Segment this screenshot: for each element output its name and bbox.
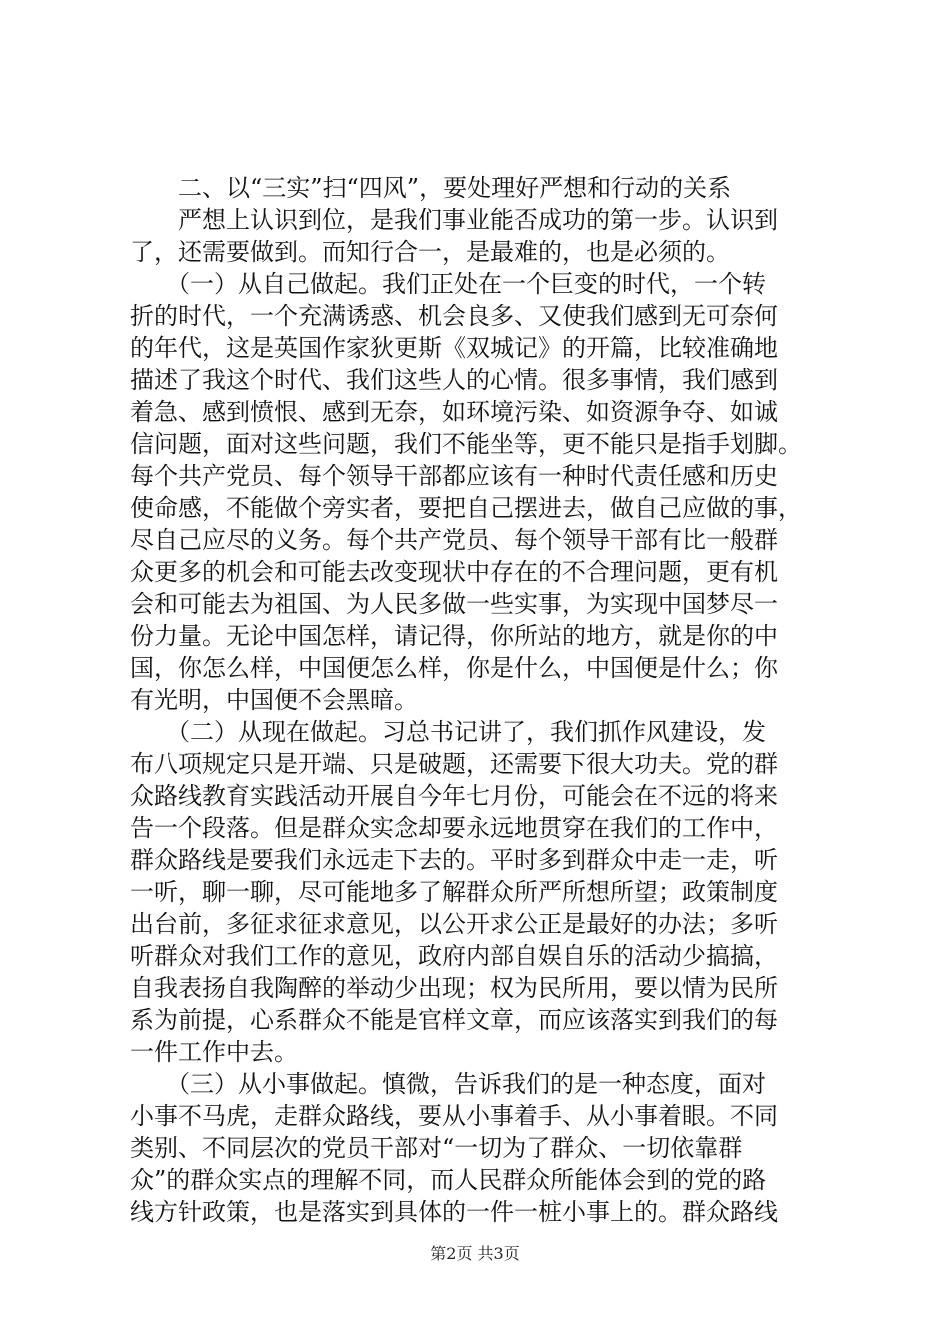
text-line-15: 份力量。无论中国怎样，请记得，你所站的地方，就是你的中 xyxy=(130,622,778,650)
text-line-28: 一件工作中去。 xyxy=(130,1038,298,1066)
text-line-32: 众”的群众实点的理解不同，而人民群众所能体会到的党的路 xyxy=(130,1166,767,1194)
text-line-26: 自我表扬自我陶醉的举动少出现；权为民所用，要以情为民所 xyxy=(130,974,778,1002)
text-line-13: 众更多的机会和可能去改变现状中存在的不合理问题，更有机 xyxy=(130,558,778,586)
text-line-18: （二）从现在做起。习总书记讲了，我们抓作风建设，发 xyxy=(130,718,766,746)
text-line-2: 严想上认识到位，是我们事业能否成功的第一步。认识到 xyxy=(130,206,778,234)
text-line-5: 折的时代，一个充满诱惑、机会良多、又使我们感到无可奈何 xyxy=(130,302,778,330)
text-line-23: 一听，聊一聊，尽可能地多了解群众所严所想所望；政策制度 xyxy=(130,878,778,906)
text-line-1: 二、以“三实”扫“四风”，要处理好严想和行动的关系 xyxy=(130,174,732,202)
text-line-27: 系为前提，心系群众不能是官样文章，而应该落实到我们的每 xyxy=(130,1006,778,1034)
page-number-footer: 第2页 共3页 xyxy=(430,1244,520,1263)
text-line-17: 有光明，中国便不会黑暗。 xyxy=(130,686,418,714)
text-line-12: 尽自己应尽的义务。每个共产党员、每个领导干部有比一般群 xyxy=(130,526,778,554)
text-line-22: 群众路线是要我们永远走下去的。平时多到群众中走一走，听 xyxy=(130,846,778,874)
text-line-8: 着急、感到愤恨、感到无奈，如环境污染、如资源争夺、如诚 xyxy=(130,398,778,426)
text-line-6: 的年代，这是英国作家狄更斯《双城记》的开篇，比较准确地 xyxy=(130,334,778,362)
text-line-19: 布八项规定只是开端、只是破题，还需要下很大功夫。党的群 xyxy=(130,750,778,778)
text-line-9: 信问题，面对这些问题，我们不能坐等，更不能只是指手划脚。 xyxy=(130,430,802,458)
text-line-4: （一）从自己做起。我们正处在一个巨变的时代，一个转 xyxy=(130,270,766,298)
text-line-31: 类别、不同层次的党员干部对“一切为了群众、一切依靠群 xyxy=(130,1134,743,1162)
text-line-3: 了，还需要做到。而知行合一，是最难的，也是必须的。 xyxy=(130,238,730,266)
text-line-33: 线方针政策，也是落实到具体的一件一桩小事上的。群众路线 xyxy=(130,1198,778,1226)
body-text xyxy=(130,172,830,1228)
text-line-29: （三）从小事做起。慎微，告诉我们的是一种态度，面对 xyxy=(130,1070,766,1098)
text-line-24: 出台前，多征求征求意见，以公开求公正是最好的办法；多听 xyxy=(130,910,778,938)
text-line-7: 描述了我这个时代、我们这些人的心情。很多事情，我们感到 xyxy=(130,366,778,394)
text-line-30: 小事不马虎，走群众路线，要从小事着手、从小事着眼。不同 xyxy=(130,1102,778,1130)
text-line-11: 使命感，不能做个旁实者，要把自己摆进去，做自己应做的事， xyxy=(130,494,802,522)
text-line-21: 告一个段落。但是群众实念却要永远地贯穿在我们的工作中， xyxy=(130,814,778,842)
text-line-10: 每个共产党员、每个领导干部都应该有一种时代责任感和历史 xyxy=(130,462,778,490)
text-line-16: 国，你怎么样，中国便怎么样，你是什么，中国便是什么；你 xyxy=(130,654,778,682)
text-line-25: 听群众对我们工作的意见，政府内部自娱自乐的活动少搞搞， xyxy=(130,942,778,970)
text-line-14: 会和可能去为祖国、为人民多做一些实事，为实现中国梦尽一 xyxy=(130,590,778,618)
text-line-20: 众路线教育实践活动开展自今年七月份，可能会在不远的将来 xyxy=(130,782,778,810)
